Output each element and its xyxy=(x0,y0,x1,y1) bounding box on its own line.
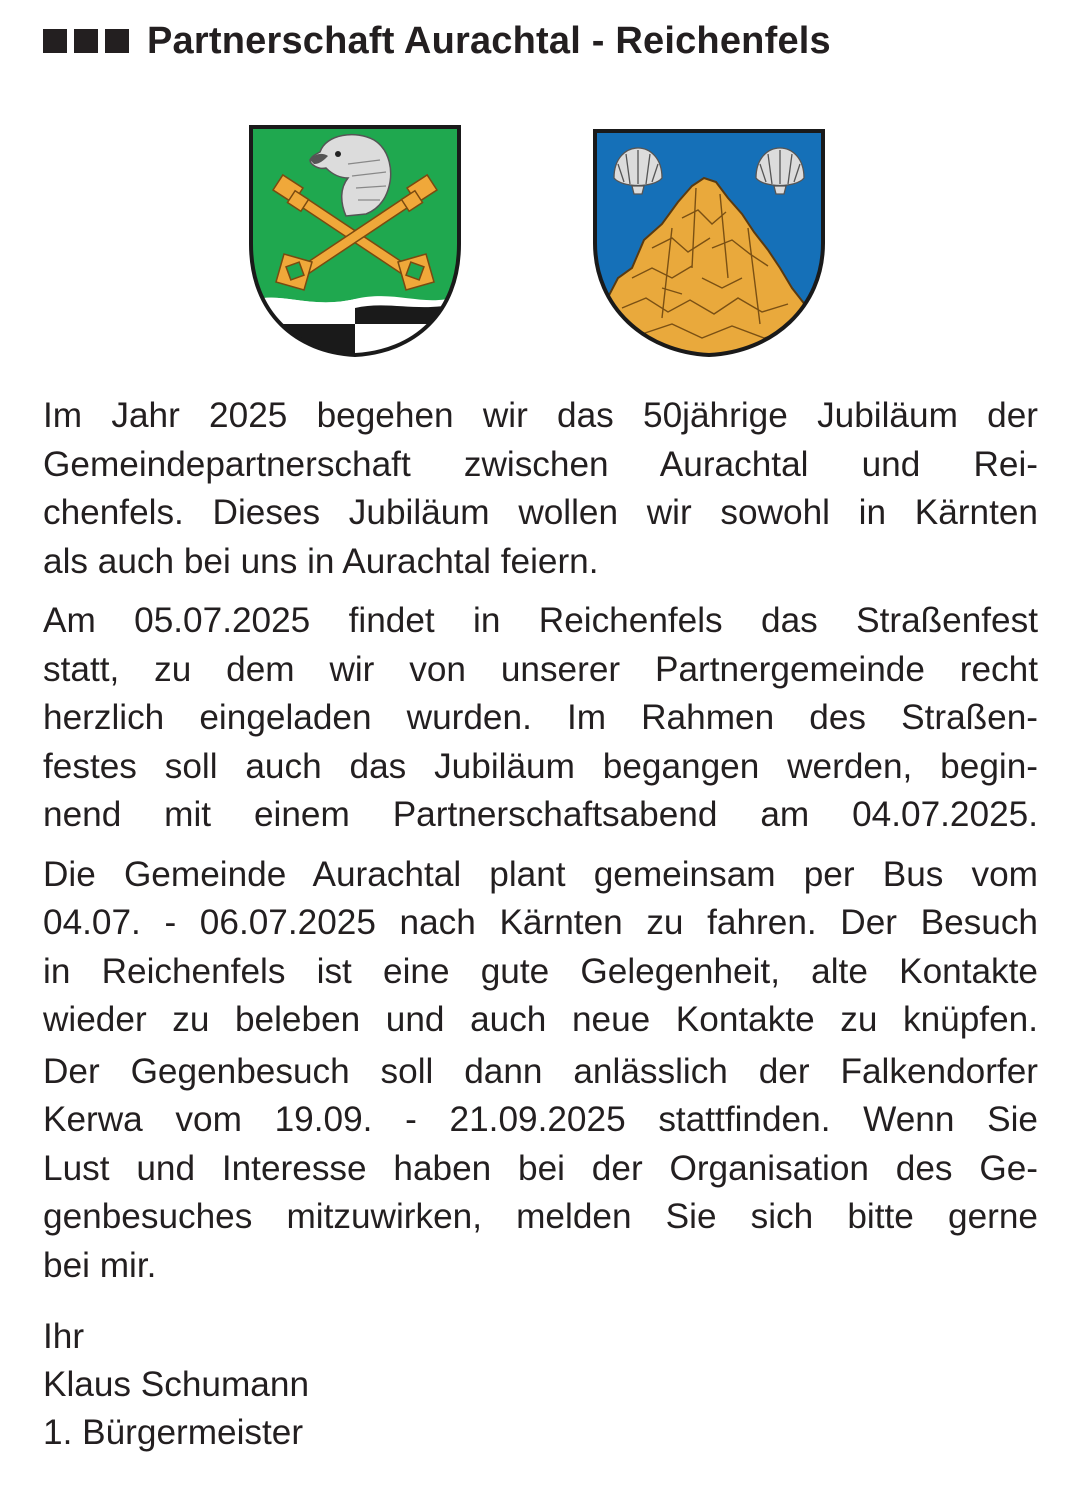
text-line: wieder zu beleben und auch neue Kontakte zu knüpfen. xyxy=(43,1000,1038,1039)
coats-of-arms xyxy=(43,124,1038,360)
paragraph-2 xyxy=(43,597,1038,840)
text-line: festes soll auch das Jubiläum begangen werden, begin- xyxy=(43,746,1038,786)
text-line: nend mit einem Partnerschaftsabend am 04.07.2025. xyxy=(43,795,1038,834)
text-line: Der Gegenbesuch soll dann anlässlich der Falkendorfer xyxy=(43,1051,1038,1091)
signature-block xyxy=(43,1313,309,1457)
text-line: als auch bei uns in Aurachtal feiern. xyxy=(43,541,599,581)
text-line: Im Jahr 2025 begehen wir das 50jährige Jubiläum der xyxy=(43,396,1038,435)
article-body xyxy=(43,392,1038,1301)
text-line: Die Gemeinde Aurachtal plant gemeinsam per Bus vom xyxy=(43,854,1038,894)
text-line: chenfels. Dieses Jubiläum wollen wir sowohl in Kärnten xyxy=(43,493,1038,532)
aurachtal-coat-of-arms-icon xyxy=(248,124,462,358)
paragraph-4 xyxy=(43,1048,1038,1291)
closing-greeting: Ihr xyxy=(43,1317,85,1356)
signer-name: Klaus Schumann xyxy=(43,1365,310,1404)
text-line: statt, zu dem wir von unserer Partnergemeinde recht xyxy=(43,649,1038,689)
text-line: Lust und Interesse haben bei der Organisation des Ge- xyxy=(43,1148,1038,1188)
headline xyxy=(43,18,831,64)
text-line: genbesuches mitzuwirken, melden Sie sich bitte gerne xyxy=(43,1197,1038,1236)
reichenfels-coat-of-arms-icon xyxy=(592,128,826,358)
headline-squares-icon xyxy=(43,29,129,53)
text-line: Kerwa vom 19.09. - 21.09.2025 stattfinden. Wenn Sie xyxy=(43,1100,1038,1139)
page-title: Partnerschaft Aurachtal - Reichenfels xyxy=(147,19,831,62)
signer-role: 1. Bürgermeister xyxy=(43,1413,304,1452)
text-line: in Reichenfels ist eine gute Gelegenheit, alte Kontakte xyxy=(43,951,1038,991)
paragraph-3 xyxy=(43,851,1038,1045)
text-line: Gemeindepartnerschaft zwischen Aurachtal und Rei- xyxy=(43,444,1038,484)
text-line: Am 05.07.2025 findet in Reichenfels das Straßenfest xyxy=(43,601,1038,640)
text-line: bei mir. xyxy=(43,1245,157,1285)
text-line: herzlich eingeladen wurden. Im Rahmen des Straßen- xyxy=(43,698,1038,737)
text-line: 04.07. - 06.07.2025 nach Kärnten zu fahren. Der Besuch xyxy=(43,903,1038,942)
paragraph-1 xyxy=(43,392,1038,586)
